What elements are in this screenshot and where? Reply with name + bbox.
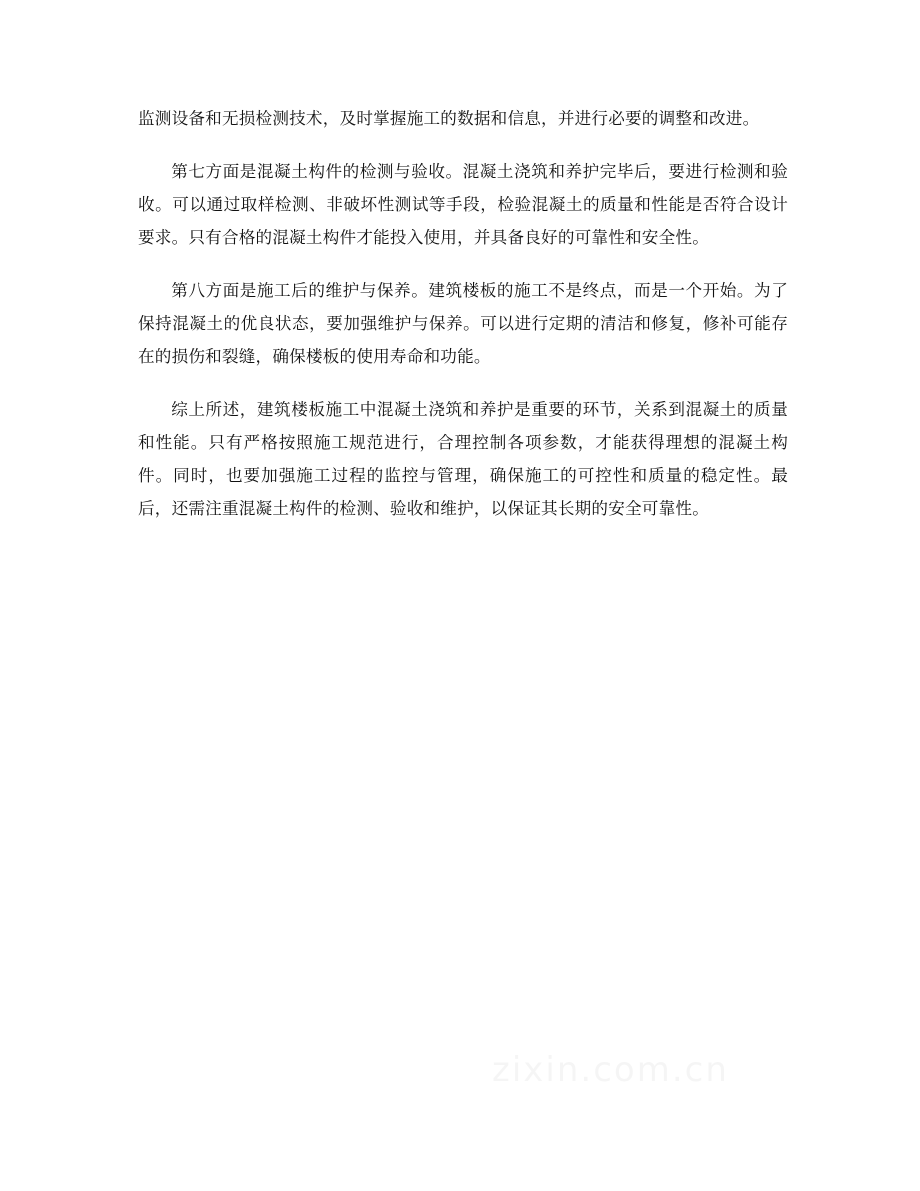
- paragraph-inspection-acceptance: 第七方面是混凝土构件的检测与验收。混凝土浇筑和养护完毕后，要进行检测和验收。可以通过取样检测、非破坏性测试等手段，检验混凝土的质量和性能是否符合设计要求。只有合格的混凝土构件才能投入使用，并具备良好的可靠性和安全性。: [138, 162, 788, 247]
- paragraph-summary: 综上所述，建筑楼板施工中混凝土浇筑和养护是重要的环节，关系到混凝土的质量和性能。只有严格按照施工规范进行，合理控制各项参数，才能获得理想的混凝土构件。同时，也要加强施工过程的监控与管理，确保施工的可控性和质量的稳定性。最后，还需注重混凝土构件的检测、验收和维护，以保证其长期的安全可靠性。: [138, 400, 788, 518]
- document-body: [138, 102, 788, 545]
- paragraph-maintenance: 第八方面是施工后的维护与保养。建筑楼板的施工不是终点，而是一个开始。为了保持混凝土的优良状态，要加强维护与保养。可以进行定期的清洁和修复，修补可能存在的损伤和裂缝，确保楼板的使用寿命和功能。: [138, 281, 788, 366]
- watermark: [492, 1050, 729, 1090]
- paragraph-continuation: 监测设备和无损检测技术，及时掌握施工的数据和信息，并进行必要的调整和改进。: [138, 109, 760, 128]
